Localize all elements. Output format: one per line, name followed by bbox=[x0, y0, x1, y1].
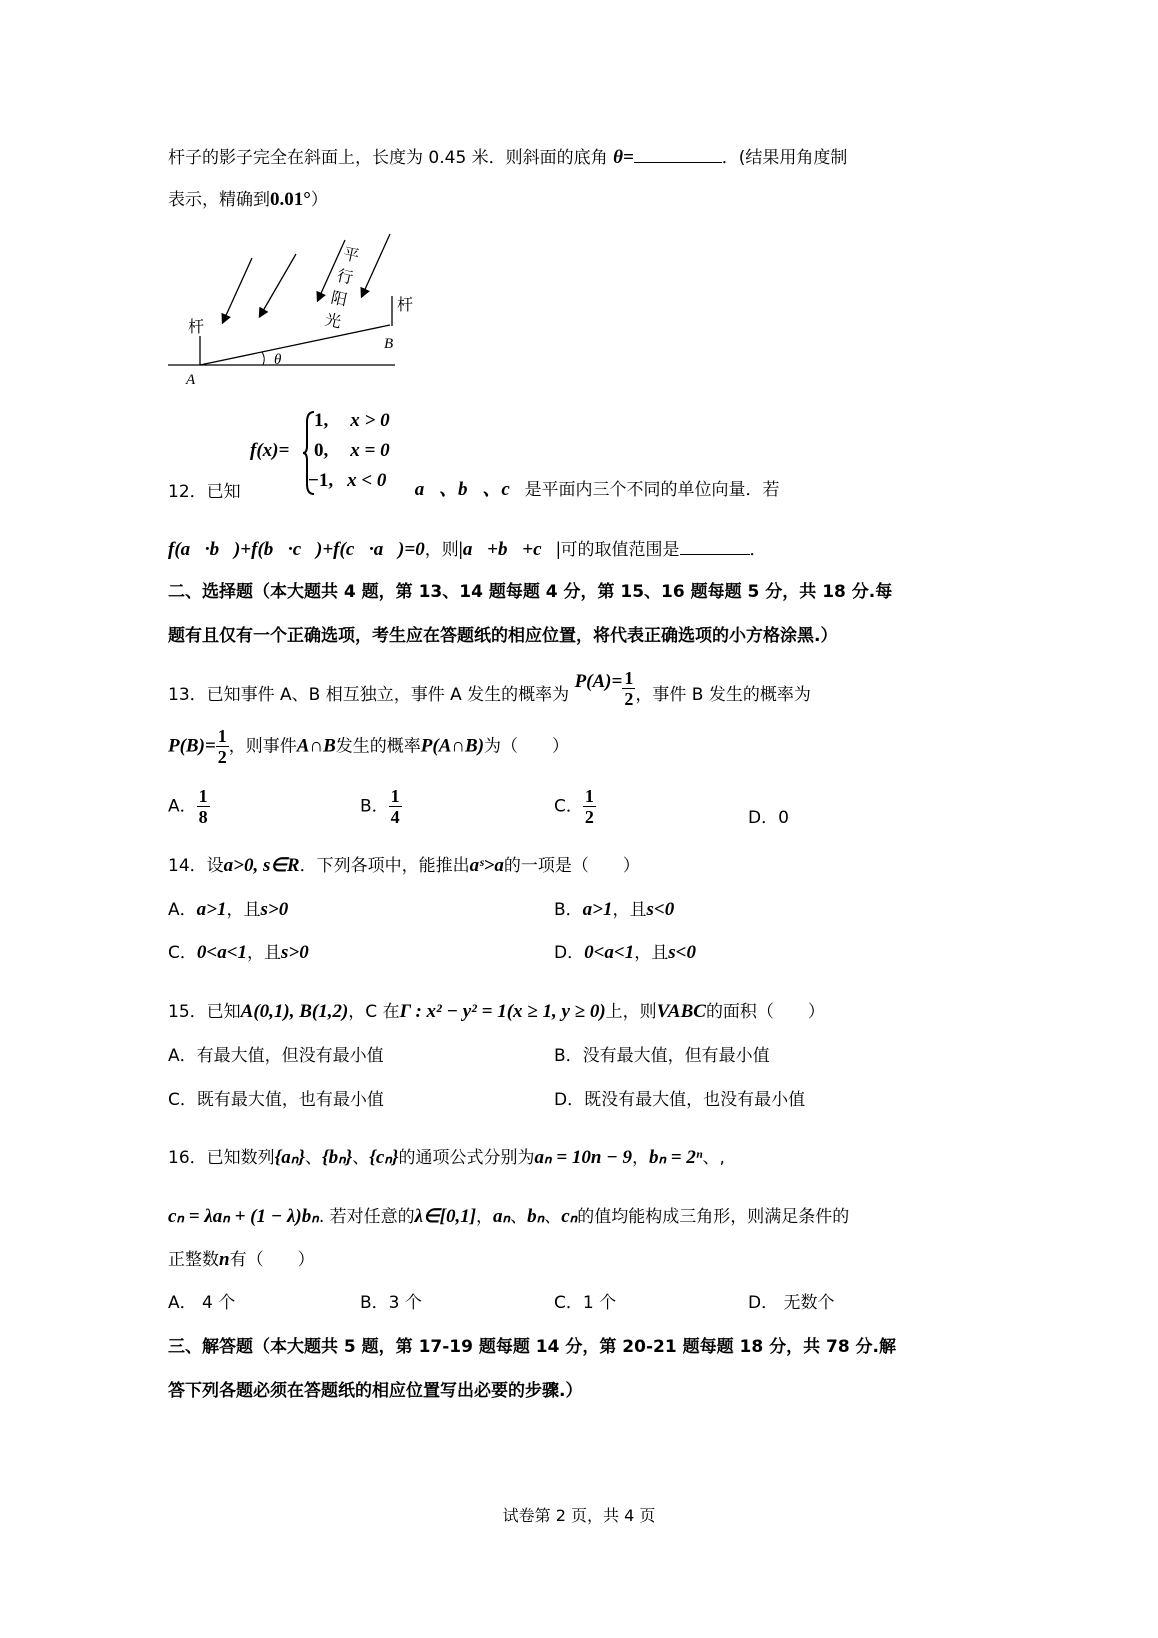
svg-text:阳: 阳 bbox=[329, 287, 349, 310]
svg-text:θ: θ bbox=[274, 352, 282, 368]
q15-option-c[interactable]: C．既有最大值，也有最小值 bbox=[168, 1090, 384, 1110]
q13-option-c[interactable]: C． $\frac{1}{2}$ bbox=[554, 786, 594, 827]
svg-text:B: B bbox=[384, 336, 394, 352]
q14-option-a[interactable]: A．a>1，且s>0 bbox=[168, 899, 289, 920]
sunlight-label bbox=[323, 244, 361, 332]
section2-heading: 二、选择题（本大题共 4 题，第 13、14 题每题 4 分，第 15、16 题每题 5 分，共 18 分.每 bbox=[168, 582, 893, 602]
q16-option-d[interactable]: D． 无数个 bbox=[748, 1293, 835, 1313]
angle-arc bbox=[262, 352, 264, 365]
q16-line3: 正整数n有（ ） bbox=[168, 1249, 315, 1270]
q13-line2: P(B)= $\frac{1}{2}$ ，则事件A∩B发生的概率P(A∩B)为（ ） bbox=[168, 726, 570, 767]
svg-text:行: 行 bbox=[335, 265, 355, 288]
q11-line1: 杆子的影子完全在斜面上，长度为 0.45 米．则斜面的底角 θ= ．(结果用角度制 bbox=[168, 144, 847, 170]
q16-option-c[interactable]: C．1 个 bbox=[554, 1293, 617, 1313]
q16-option-a[interactable]: A． 4 个 bbox=[168, 1293, 236, 1313]
theta-expr: θ= bbox=[613, 147, 634, 168]
q13-option-d[interactable]: D．0 bbox=[748, 808, 789, 828]
q15-option-a[interactable]: A．有最大值，但没有最小值 bbox=[168, 1046, 384, 1066]
q16-line2: cₙ = λaₙ + (1 − λ)bₙ. 若对任意的λ∈[0,1]，aₙ、bₙ、cₙ的值均能构成三角形，则满足条件的 bbox=[168, 1206, 850, 1227]
q15-option-d[interactable]: D．既没有最大值，也没有最小值 bbox=[554, 1090, 806, 1110]
slope-diagram bbox=[0, 0, 460, 400]
sun-ray-2 bbox=[260, 254, 296, 316]
q16-option-b[interactable]: B．3 个 bbox=[360, 1293, 422, 1313]
q12-line2: f(a⃗·b⃗)+f(b⃗·c⃗)+f(c⃗·a⃗)=0，则|a⃗+b⃗+c⃗|可的取值范围是 ． bbox=[168, 536, 767, 562]
page-footer: 试卷第 2 页，共 4 页 bbox=[502, 1506, 656, 1525]
q15-stem: 15．已知A(0,1), B(1,2)，C 在Γ : x² − y² = 1(x ≥ 1, y ≥ 0)上，则VABC的面积（ ） bbox=[168, 1001, 825, 1022]
q13-line1: 13．已知事件 A、B 相互独立，事件 A 发生的概率为 P(A)= $\frac{1}{2}$ ，事件 B 发生的概率为 bbox=[168, 668, 811, 709]
section3-heading: 三、解答题（本大题共 5 题，第 17-19 题每题 14 分，第 20-21 题每题 18 分，共 78 分.解 bbox=[168, 1337, 897, 1357]
q12-num: 12．已知 bbox=[168, 482, 241, 502]
q14-stem: 14．设a>0, s∈R．下列各项中，能推出aˢ>a的一项是（ ） bbox=[168, 855, 640, 876]
answer-blank bbox=[634, 144, 722, 163]
q14-option-b[interactable]: B．a>1，且s<0 bbox=[554, 899, 675, 920]
q14-option-c[interactable]: C．0<a<1，且s>0 bbox=[168, 942, 309, 963]
answer-blank bbox=[680, 536, 750, 555]
svg-text:A: A bbox=[186, 372, 196, 388]
q13-option-a[interactable]: A． $\frac{1}{8}$ bbox=[168, 786, 208, 827]
slope-line bbox=[200, 325, 390, 365]
q12-line1: ，a⃗、b⃗、c⃗是平面内三个不同的单位向量．若 bbox=[400, 479, 780, 500]
q14-option-d[interactable]: D．0<a<1，且s<0 bbox=[554, 942, 696, 963]
q16-line1: 16．已知数列{aₙ}、{bₙ}、{cₙ}的通项公式分别为aₙ = 10n − 9，bₙ = 2ⁿ、, bbox=[168, 1147, 725, 1168]
svg-text:平: 平 bbox=[341, 243, 361, 266]
q11-line2: 表示，精确到0.01°） bbox=[168, 189, 328, 210]
svg-text:杆: 杆 bbox=[397, 295, 414, 314]
sun-ray-4 bbox=[362, 234, 390, 296]
svg-text:光: 光 bbox=[323, 309, 343, 332]
svg-text:杆: 杆 bbox=[188, 317, 205, 336]
q15-option-b[interactable]: B．没有最大值，但有最小值 bbox=[554, 1046, 770, 1066]
q13-option-b[interactable]: B． $\frac{1}{4}$ bbox=[360, 786, 400, 827]
sun-ray-1 bbox=[223, 258, 252, 322]
section2-heading-cont: 题有且仅有一个正确选项，考生应在答题纸的相应位置，将代表正确选项的小方格涂黑.） bbox=[168, 626, 838, 646]
section3-heading-cont: 答下列各题必须在答题纸的相应位置写出必要的步骤.） bbox=[168, 1381, 583, 1401]
